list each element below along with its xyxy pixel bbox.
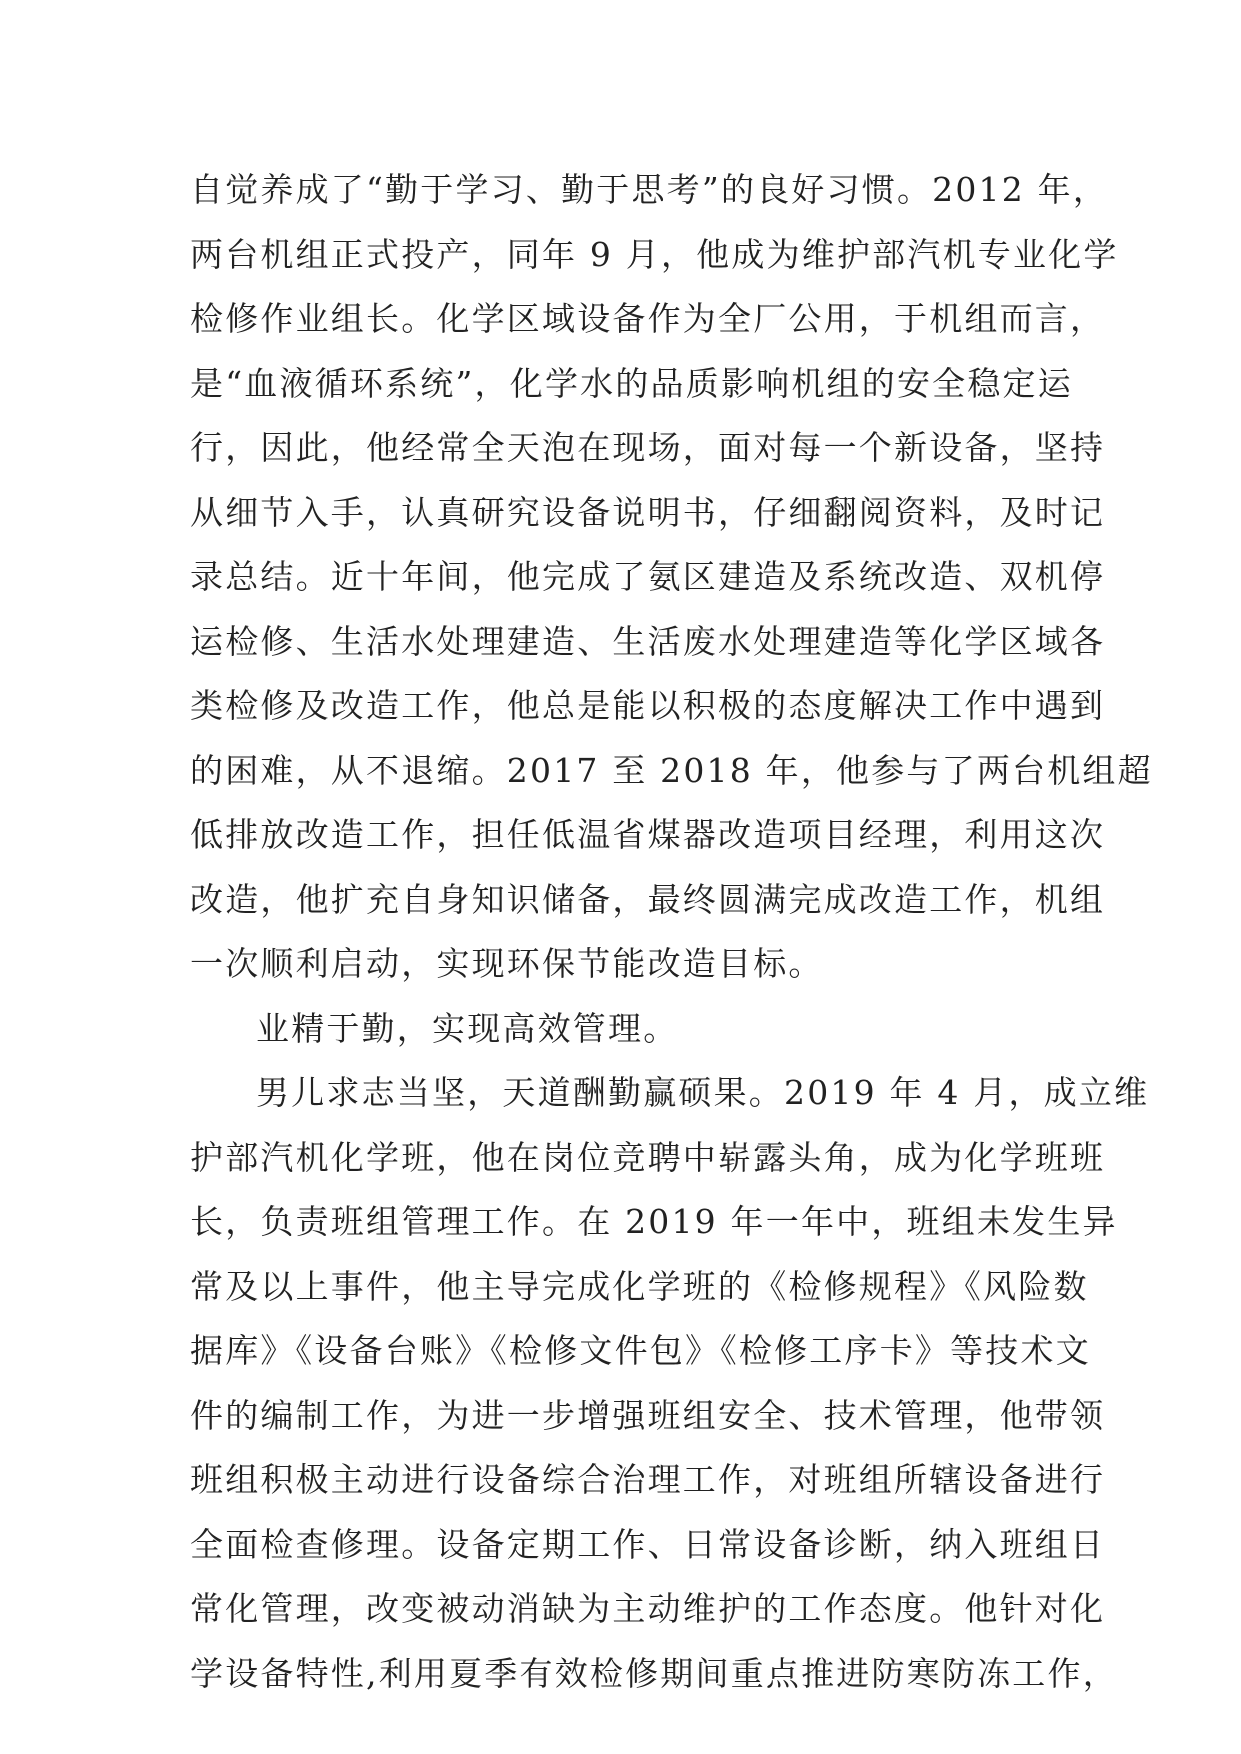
text-line: 长，负责班组管理工作。在 2019 年一年中，班组未发生异 xyxy=(190,1202,1118,1241)
text-line: 是“血液循环系统”，化学水的品质影响机组的安全稳定运 xyxy=(190,363,1073,403)
text-line: 录总结。近十年间，他完成了氨区建造及系统改造、双机停 xyxy=(190,557,1106,596)
text-line: 班组积极主动进行设备综合治理工作，对班组所辖设备进行 xyxy=(190,1460,1106,1499)
text-line: 从细节入手，认真研究设备说明书，仔细翻阅资料，及时记 xyxy=(190,492,1106,532)
text-line: 全面检查修理。设备定期工作、日常设备诊断，纳入班组日 xyxy=(190,1524,1106,1564)
text-line: 件的编制工作，为进一步增强班组安全、技术管理，他带领 xyxy=(190,1395,1106,1435)
text-line: 男儿求志当坚，天道酬勤赢硕果。2019 年 4 月，成立维 xyxy=(256,1073,1150,1112)
text-line: 类检修及改造工作，他总是能以积极的态度解决工作中遇到 xyxy=(190,686,1106,725)
text-line: 据库》《设备台账》《检修文件包》《检修工序卡》等技术文 xyxy=(190,1331,1091,1370)
text-line: 检修作业组长。化学区域设备作为全厂公用，于机组而言， xyxy=(190,299,1106,338)
text-line: 行，因此，他经常全天泡在现场，面对每一个新设备，坚持 xyxy=(190,428,1106,467)
text-line: 改造，他扩充自身知识储备，最终圆满完成改造工作，机组 xyxy=(190,879,1106,919)
text-line: 护部汽机化学班，他在岗位竞聘中崭露头角，成为化学班班 xyxy=(190,1137,1106,1177)
text-line: 低排放改造工作，担任低温省煤器改造项目经理，利用这次 xyxy=(190,815,1106,854)
section-heading: 业精于勤，实现高效管理。 xyxy=(256,1008,679,1048)
text-line: 常及以上事件，他主导完成化学班的《检修规程》《风险数 xyxy=(190,1266,1089,1306)
text-line: 自觉养成了“勤于学习、勤于思考”的良好习惯。2012 年， xyxy=(190,170,1109,209)
document-body xyxy=(190,158,1153,1706)
text-line: 常化管理，改变被动消缺为主动维护的工作态度。他针对化 xyxy=(190,1589,1106,1628)
text-line: 运检修、生活水处理建造、生活废水处理建造等化学区域各 xyxy=(190,621,1106,661)
text-line: 两台机组正式投产，同年 9 月，他成为维护部汽机专业化学 xyxy=(190,234,1119,274)
text-line: 学设备特性,利用夏季有效检修期间重点推进防寒防冻工作， xyxy=(190,1653,1118,1693)
text-line: 的困难，从不退缩。2017 至 2018 年，他参与了两台机组超 xyxy=(190,750,1153,790)
text-line: 一次顺利启动，实现环保节能改造目标。 xyxy=(190,944,824,983)
